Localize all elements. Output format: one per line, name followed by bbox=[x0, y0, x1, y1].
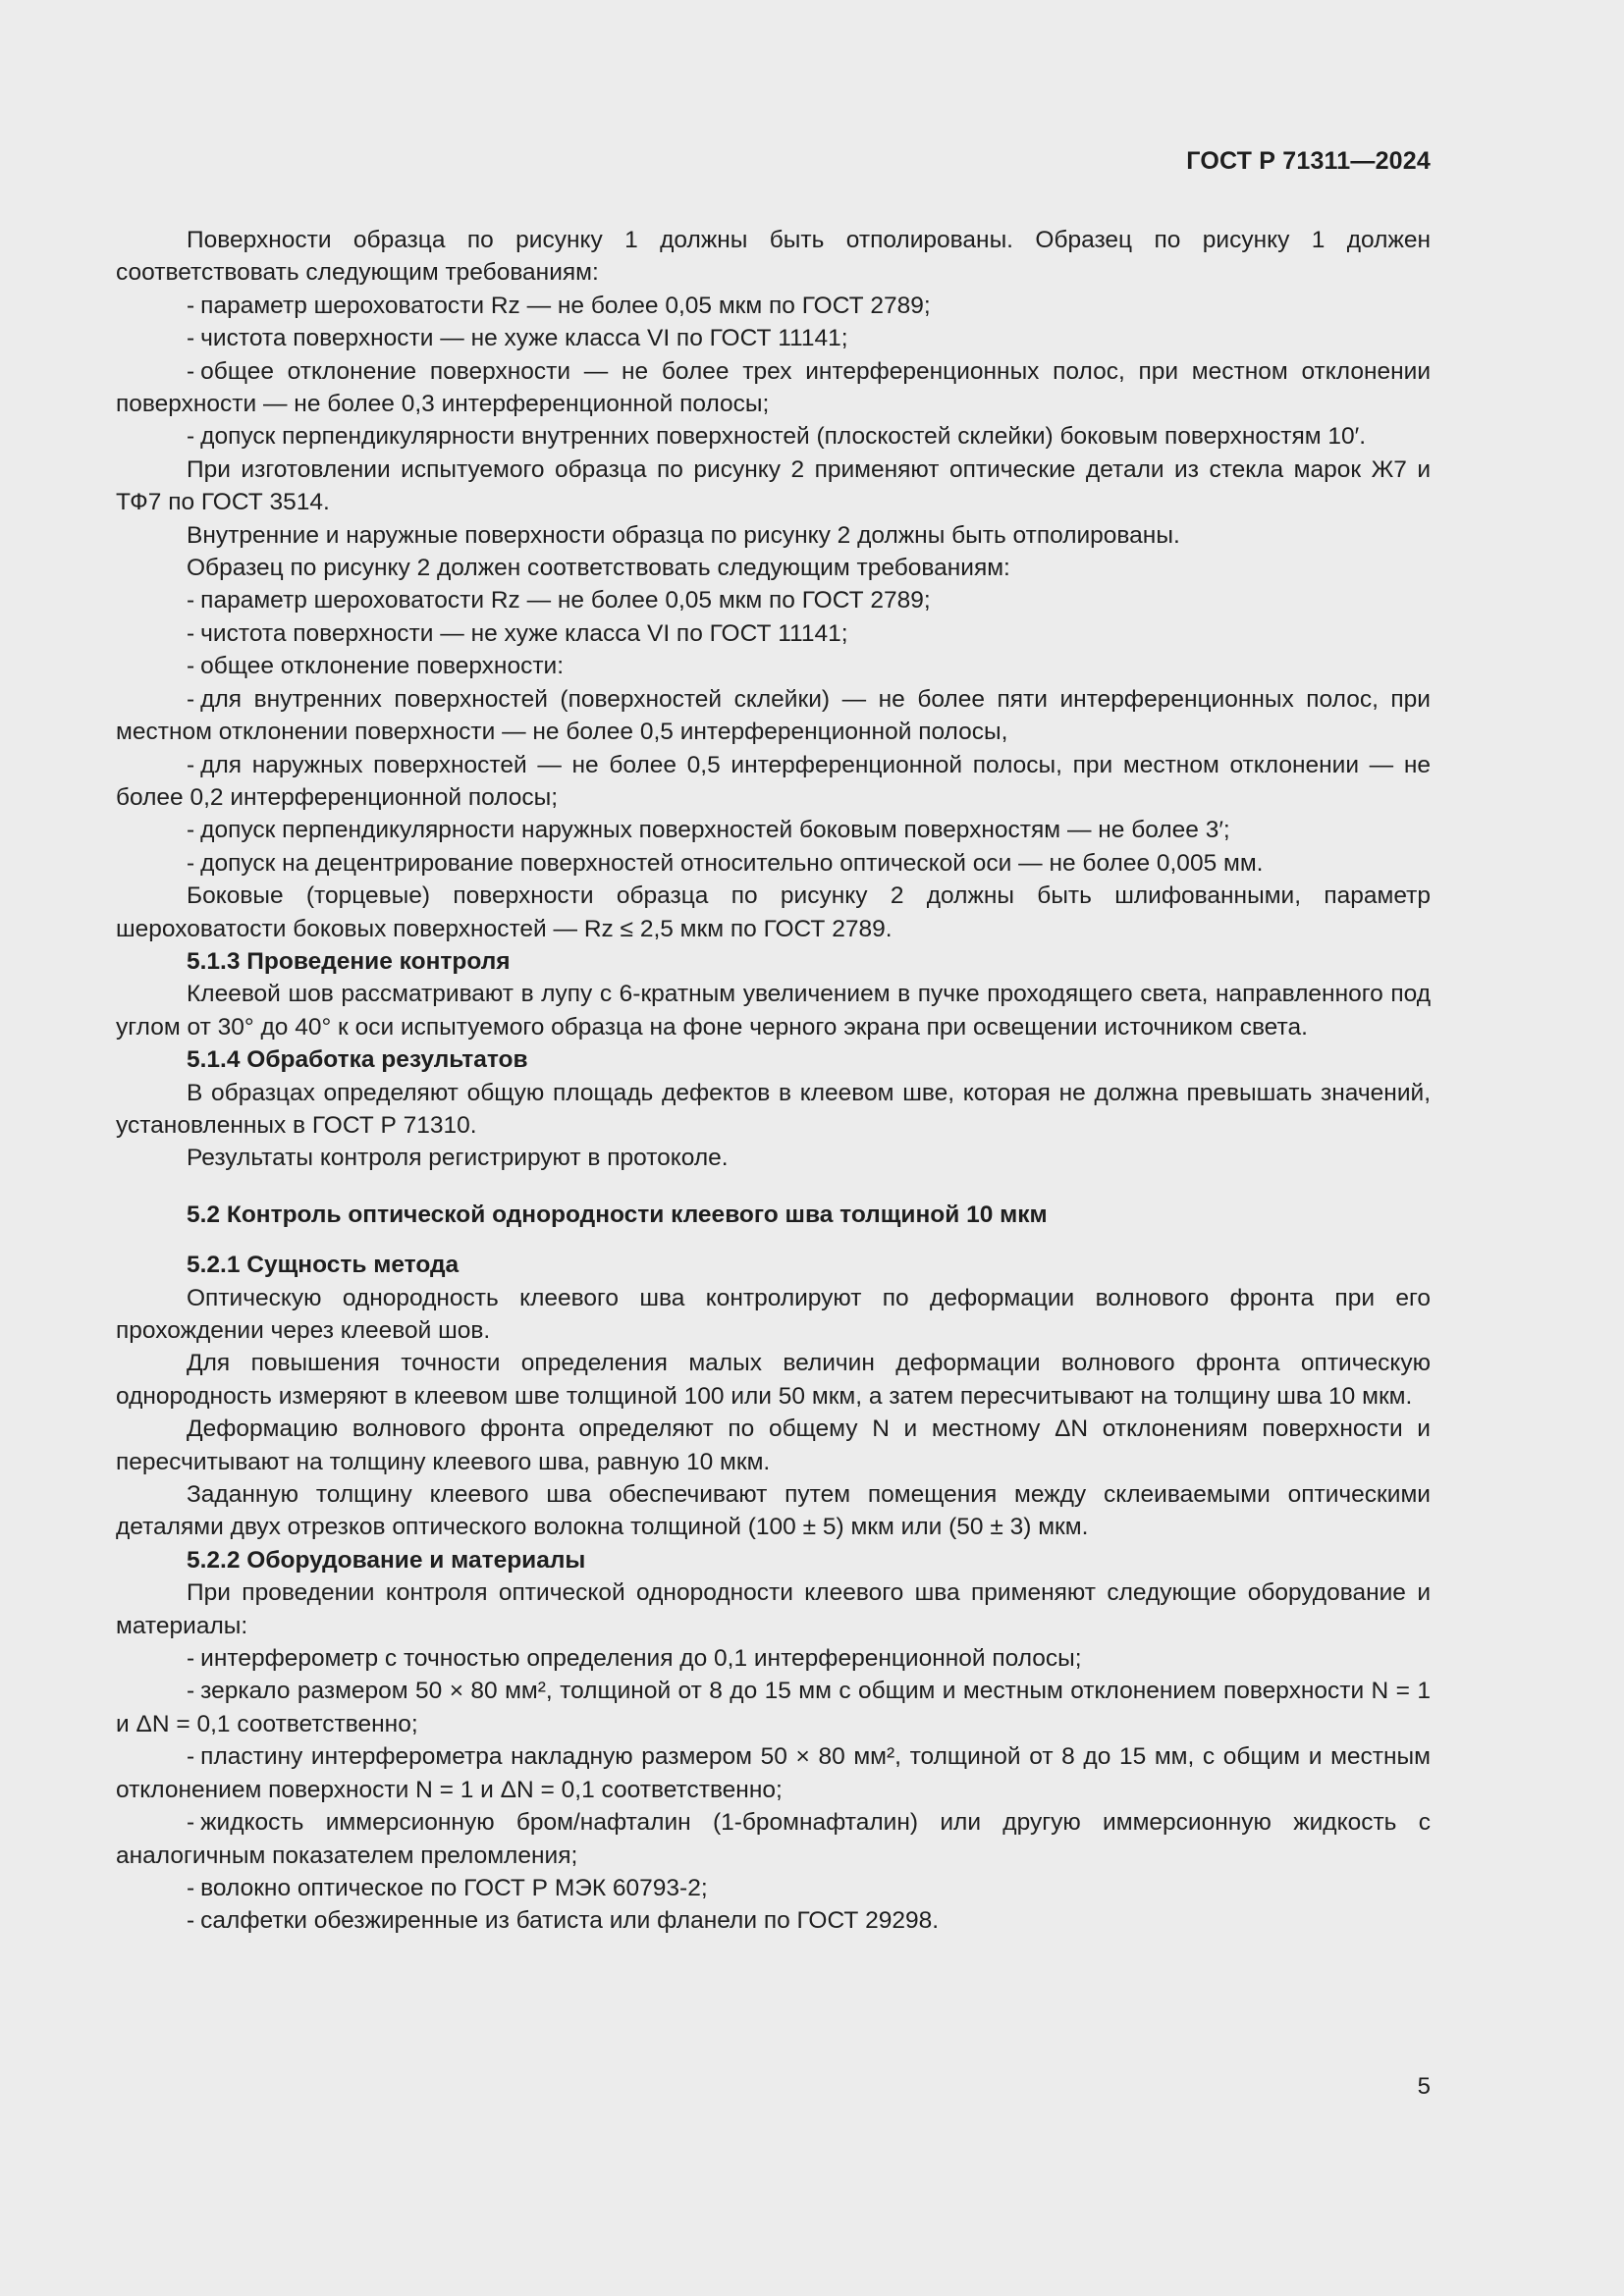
list-dash: - bbox=[187, 357, 195, 385]
paragraph: Деформацию волнового фронта определяют по общему N и местному ΔN отклонениям поверхности и пересчитывают на толщину клеевого шва, равную 10 мкм. bbox=[116, 1415, 1431, 1475]
list-item bbox=[116, 420, 1431, 453]
paragraph: Боковые (торцевые) поверхности образца по рисунку 2 должны быть шлифованными, параметр шероховатости боковых поверхностей — Rz ≤ 2,5 мкм по ГОСТ 2789. bbox=[116, 882, 1431, 942]
list-dash: - bbox=[187, 817, 195, 844]
list-item bbox=[116, 617, 1431, 650]
list-dash: - bbox=[187, 292, 195, 319]
list-item-text: чистота поверхности — не хуже класса VI по ГОСТ 11141; bbox=[200, 325, 848, 352]
list-dash: - bbox=[187, 325, 195, 352]
paragraph: Для повышения точности определения малых величин деформации волнового фронта оптическую однородность измеряют в клеевом шве толщиной 100 или 50 мкм, а затем пересчитывают на толщину шва 10 мкм. bbox=[116, 1350, 1431, 1410]
list-item bbox=[116, 1740, 1431, 1806]
list-item-text: общее отклонение поверхности — не более трех интерференционных полос, при местном отклонении поверхности — не более 0,3 интерференционной полосы; bbox=[116, 357, 1431, 418]
section-heading-5-2-2: 5.2.2 Оборудование и материалы bbox=[187, 1546, 586, 1574]
page-number: 5 bbox=[1417, 2073, 1431, 2100]
paragraph: При проведении контроля оптической однородности клеевого шва применяют следующие оборудование и материалы: bbox=[116, 1579, 1431, 1639]
list-item bbox=[116, 1904, 1431, 1937]
section-heading-5-2: 5.2 Контроль оптической однородности клеевого шва толщиной 10 мкм bbox=[187, 1201, 1048, 1228]
list-item bbox=[116, 814, 1431, 846]
list-item bbox=[116, 355, 1431, 421]
paragraph: Клеевой шов рассматривают в лупу с 6-кратным увеличением в пучке проходящего света, направленного под углом от 30° до 40° к оси испытуемого образца на фоне черного экрана при освещении источником света. bbox=[116, 981, 1431, 1041]
section-heading-5-1-3: 5.1.3 Проведение контроля bbox=[187, 947, 511, 975]
list-item-text: для наружных поверхностей — не более 0,5 интерференционной полосы, при местном отклонении — не более 0,2 интерференционной полосы; bbox=[116, 751, 1431, 811]
paragraph: Результаты контроля регистрируют в протоколе. bbox=[187, 1145, 729, 1172]
list-dash: - bbox=[187, 1809, 195, 1837]
list-item bbox=[116, 1675, 1431, 1740]
list-item-text: чистота поверхности — не хуже класса VI по ГОСТ 11141; bbox=[200, 619, 848, 647]
list-dash: - bbox=[187, 751, 195, 778]
paragraph: Внутренние и наружные поверхности образца по рисунку 2 должны быть отполированы. bbox=[187, 521, 1180, 549]
list-item-text: жидкость иммерсионную бром/нафталин (1-бромнафталин) или другую иммерсионную жидкость с аналогичным показателем преломления; bbox=[116, 1809, 1431, 1869]
list-item bbox=[116, 650, 1431, 682]
list-dash: - bbox=[187, 1743, 195, 1771]
list-dash: - bbox=[187, 619, 195, 647]
list-item bbox=[116, 322, 1431, 354]
list-item-text: общее отклонение поверхности: bbox=[200, 653, 565, 680]
list-item-text: для внутренних поверхностей (поверхностей склейки) — не более пяти интерференционных полос, при местном отклонении поверхности — не более 0,5 интерференционной полосы, bbox=[116, 685, 1431, 746]
paragraph: Образец по рисунку 2 должен соответствовать следующим требованиям: bbox=[187, 555, 1010, 582]
section-heading-5-2-1: 5.2.1 Сущность метода bbox=[187, 1252, 460, 1279]
list-item-text: допуск на децентрирование поверхностей относительно оптической оси — не более 0,005 мм. bbox=[200, 849, 1264, 877]
list-item-text: пластину интерферометра накладную размером 50 × 80 мм², толщиной от 8 до 15 мм, с общим и местным отклонением поверхности N = 1 и ΔN = 0,1 соответственно; bbox=[116, 1743, 1431, 1803]
list-dash: - bbox=[187, 1678, 195, 1705]
list-item-text: интерферометр с точностью определения до 0,1 интерференционной полосы; bbox=[200, 1645, 1082, 1673]
list-item bbox=[116, 584, 1431, 616]
list-item bbox=[116, 847, 1431, 880]
list-dash: - bbox=[187, 587, 195, 614]
list-item-text: зеркало размером 50 × 80 мм², толщиной от 8 до 15 мм с общим и местным отклонением поверхности N = 1 и ΔN = 0,1 соответственно; bbox=[116, 1678, 1431, 1737]
list-item bbox=[116, 749, 1431, 815]
list-item-text: допуск перпендикулярности внутренних поверхностей (плоскостей склейки) боковым поверхностям 10′. bbox=[200, 423, 1367, 451]
list-dash: - bbox=[187, 1907, 195, 1935]
list-item bbox=[116, 1806, 1431, 1872]
list-item-text: параметр шероховатости Rz — не более 0,05 мкм по ГОСТ 2789; bbox=[200, 587, 931, 614]
paragraph: Поверхности образца по рисунку 1 должны быть отполированы. Образец по рисунку 1 должен соответствовать следующим требованиям: bbox=[116, 227, 1431, 287]
list-item-text: параметр шероховатости Rz — не более 0,05 мкм по ГОСТ 2789; bbox=[200, 292, 931, 319]
list-dash: - bbox=[187, 1874, 195, 1901]
paragraph: В образцах определяют общую площадь дефектов в клеевом шве, которая не должна превышать значений, установленных в ГОСТ Р 71310. bbox=[116, 1079, 1431, 1139]
paragraph: Заданную толщину клеевого шва обеспечивают путем помещения между склеиваемыми оптическими деталями двух отрезков оптического волокна толщиной (100 ± 5) мкм или (50 ± 3) мкм. bbox=[116, 1481, 1431, 1541]
list-item bbox=[116, 683, 1431, 749]
list-dash: - bbox=[187, 849, 195, 877]
section-heading-5-1-4: 5.1.4 Обработка результатов bbox=[187, 1046, 528, 1074]
list-dash: - bbox=[187, 1645, 195, 1673]
list-dash: - bbox=[187, 423, 195, 451]
paragraph: Оптическую однородность клеевого шва контролируют по деформации волнового фронта при его прохождении через клеевой шов. bbox=[116, 1284, 1431, 1344]
list-item-text: допуск перпендикулярности наружных поверхностей боковым поверхностям — не более 3′; bbox=[200, 817, 1230, 844]
list-dash: - bbox=[187, 653, 195, 680]
document-body bbox=[116, 224, 1431, 1938]
list-dash: - bbox=[187, 685, 195, 713]
list-item-text: волокно оптическое по ГОСТ Р МЭК 60793-2; bbox=[200, 1874, 708, 1901]
list-item bbox=[116, 1872, 1431, 1904]
paragraph: При изготовлении испытуемого образца по рисунку 2 применяют оптические детали из стекла марок Ж7 и ТФ7 по ГОСТ 3514. bbox=[116, 455, 1431, 516]
list-item bbox=[116, 290, 1431, 322]
document-header: ГОСТ Р 71311—2024 bbox=[1186, 147, 1431, 175]
list-item bbox=[116, 1642, 1431, 1675]
list-item-text: салфетки обезжиренные из батиста или фланели по ГОСТ 29298. bbox=[200, 1907, 940, 1935]
